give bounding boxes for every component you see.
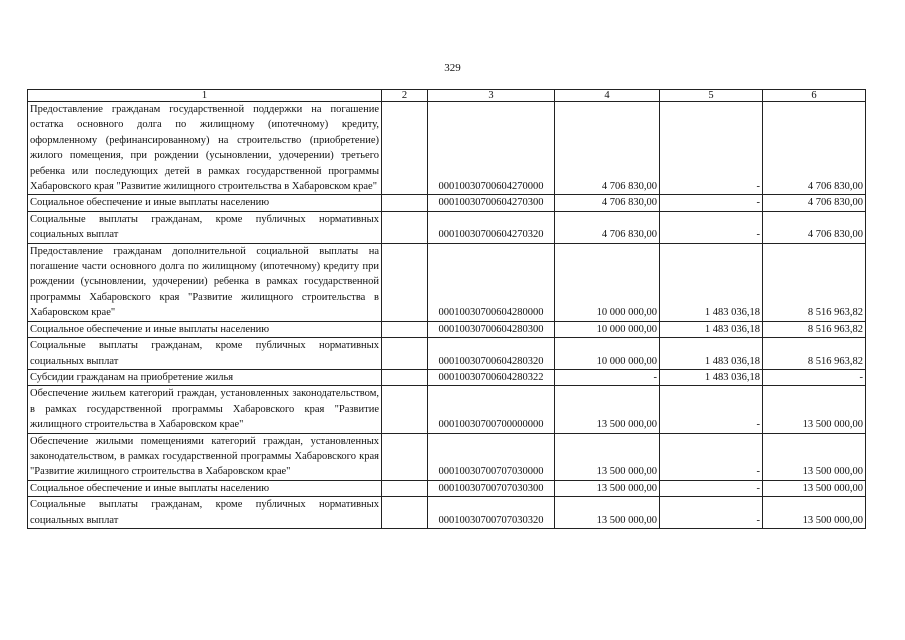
row-col2 [382, 102, 428, 195]
row-col4: 10 000 000,00 [555, 243, 660, 321]
row-col5: - [660, 433, 763, 480]
row-name: Субсидии гражданам на приобретение жилья [28, 369, 382, 385]
table-header [28, 90, 866, 102]
row-name: Социальное обеспечение и иные выплаты населению [28, 321, 382, 337]
row-name: Предоставление гражданам государственной поддержки на погашение остатка основного долга по жилищному (ипотечному) кредиту, оформленному (рефинансированному) на строительство (приобретение) жилого помещения, при рождении (усыновлении, удочерении) третьего ребенка или последующих детей в рамках государственной программы Хабаровского края "Развитие жилищного строительства в Хабаровском крае" [28, 102, 382, 195]
row-col4: 13 500 000,00 [555, 386, 660, 433]
row-col4: 13 500 000,00 [555, 480, 660, 496]
table-row [28, 369, 866, 385]
table-body [28, 102, 866, 529]
table-row [28, 321, 866, 337]
row-col6: 8 516 963,82 [763, 338, 866, 370]
row-col6: 13 500 000,00 [763, 386, 866, 433]
row-col6: 4 706 830,00 [763, 211, 866, 243]
row-name: Социальные выплаты гражданам, кроме публичных нормативных социальных выплат [28, 338, 382, 370]
row-col4: 10 000 000,00 [555, 321, 660, 337]
row-col4: 10 000 000,00 [555, 338, 660, 370]
table-row [28, 480, 866, 496]
row-code: 00010030700707030320 [428, 497, 555, 529]
table-row [28, 243, 866, 321]
row-col2 [382, 243, 428, 321]
row-col4: 4 706 830,00 [555, 195, 660, 211]
column-header-6: 6 [763, 90, 866, 102]
table-row [28, 386, 866, 433]
row-col2 [382, 211, 428, 243]
row-col5: - [660, 386, 763, 433]
row-col6: 13 500 000,00 [763, 433, 866, 480]
table-row [28, 338, 866, 370]
row-col6: 4 706 830,00 [763, 195, 866, 211]
row-col6: 4 706 830,00 [763, 102, 866, 195]
column-header-4: 4 [555, 90, 660, 102]
row-col5: 1 483 036,18 [660, 321, 763, 337]
row-col4: 4 706 830,00 [555, 211, 660, 243]
row-name: Социальные выплаты гражданам, кроме публичных нормативных социальных выплат [28, 497, 382, 529]
row-col5: - [660, 480, 763, 496]
row-col6: 8 516 963,82 [763, 243, 866, 321]
row-col2 [382, 497, 428, 529]
row-col5: 1 483 036,18 [660, 369, 763, 385]
table-row [28, 433, 866, 480]
row-col2 [382, 433, 428, 480]
row-col5: - [660, 497, 763, 529]
row-col6: 8 516 963,82 [763, 321, 866, 337]
column-header-3: 3 [428, 90, 555, 102]
row-col5: 1 483 036,18 [660, 338, 763, 370]
row-col4: 4 706 830,00 [555, 102, 660, 195]
row-col6: 13 500 000,00 [763, 497, 866, 529]
row-col6: 13 500 000,00 [763, 480, 866, 496]
row-col5: 1 483 036,18 [660, 243, 763, 321]
row-name: Обеспечение жилыми помещениями категорий граждан, установленных законодательством, в рамках государственной программы Хабаровского края "Развитие жилищного строительства в Хабаровском крае" [28, 433, 382, 480]
row-code: 00010030700604280000 [428, 243, 555, 321]
row-col4: 13 500 000,00 [555, 497, 660, 529]
column-header-5: 5 [660, 90, 763, 102]
row-code: 00010030700700000000 [428, 386, 555, 433]
row-col4: 13 500 000,00 [555, 433, 660, 480]
row-code: 00010030700604270000 [428, 102, 555, 195]
row-col2 [382, 369, 428, 385]
table-row [28, 102, 866, 195]
table-row [28, 497, 866, 529]
table-row [28, 195, 866, 211]
row-col2 [382, 338, 428, 370]
column-header-2: 2 [382, 90, 428, 102]
header-row [28, 90, 866, 102]
row-code: 00010030700604280320 [428, 338, 555, 370]
row-col2 [382, 480, 428, 496]
row-code: 00010030700707030000 [428, 433, 555, 480]
row-name: Обеспечение жильем категорий граждан, установленных законодательством, в рамках государственной программы Хабаровского края "Развитие жилищного строительства в Хабаровском крае" [28, 386, 382, 433]
row-code: 00010030700707030300 [428, 480, 555, 496]
column-header-1: 1 [28, 90, 382, 102]
row-name: Социальное обеспечение и иные выплаты населению [28, 195, 382, 211]
row-col4: - [555, 369, 660, 385]
row-col5: - [660, 211, 763, 243]
row-col2 [382, 195, 428, 211]
row-col2 [382, 321, 428, 337]
row-col2 [382, 386, 428, 433]
budget-table [27, 89, 866, 529]
row-name: Предоставление гражданам дополнительной социальной выплаты на погашение части основного долга по жилищному (ипотечному) кредиту при рождении (усыновлении, удочерении) ребенка в рамках государственной программы Хабаровского края "Развитие жилищного строительства в Хабаровском крае" [28, 243, 382, 321]
row-code: 00010030700604280300 [428, 321, 555, 337]
row-name: Социальное обеспечение и иные выплаты населению [28, 480, 382, 496]
row-col5: - [660, 195, 763, 211]
row-name: Социальные выплаты гражданам, кроме публичных нормативных социальных выплат [28, 211, 382, 243]
table-row [28, 211, 866, 243]
row-code: 00010030700604270320 [428, 211, 555, 243]
page-number: 329 [444, 62, 461, 74]
row-col5: - [660, 102, 763, 195]
row-code: 00010030700604280322 [428, 369, 555, 385]
row-col6: - [763, 369, 866, 385]
row-code: 00010030700604270300 [428, 195, 555, 211]
